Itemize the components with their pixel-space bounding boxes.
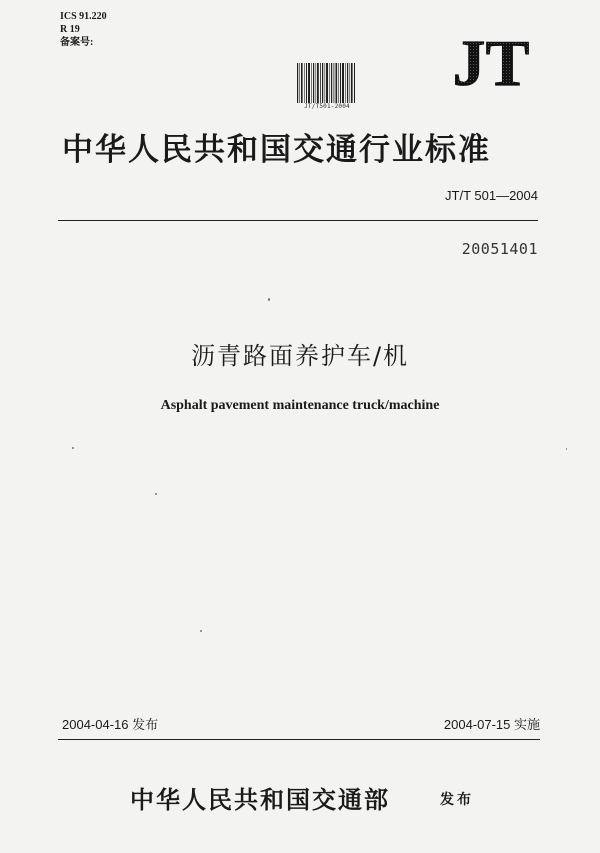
effective-date: 2004-07-15 实施 (443, 717, 540, 732)
category-code: R 19 (60, 24, 80, 35)
scan-speck (268, 298, 270, 301)
standard-category-title: 中华人民共和国交通行业标准 (62, 132, 491, 168)
scan-speck (72, 447, 74, 449)
jt-logo-text: JT (452, 33, 530, 89)
document-title-chinese: 沥青路面养护车/机 (190, 342, 410, 370)
jt-logo (430, 33, 552, 89)
issuing-ministry: 中华人民共和国交通部 (130, 786, 390, 814)
document-title-english: Asphalt pavement maintenance truck/machine (160, 398, 440, 413)
footer-divider (58, 739, 540, 740)
archive-stamp-number: 20051401 (461, 240, 538, 258)
barcode-image (296, 63, 356, 103)
publish-label: 发布 (440, 792, 474, 808)
scan-speck (155, 493, 157, 495)
ics-code: ICS 91.220 (60, 11, 107, 22)
standard-code: JT/T 501—2004 (445, 188, 538, 203)
classification-block (60, 10, 107, 49)
header-divider (58, 220, 538, 221)
issue-date: 2004-04-16 发布 (62, 717, 159, 732)
scan-speck (566, 448, 567, 450)
record-number-label: 备案号: (60, 37, 94, 48)
barcode-number: JT/T501-2004 (304, 103, 350, 110)
scan-speck (200, 630, 202, 632)
